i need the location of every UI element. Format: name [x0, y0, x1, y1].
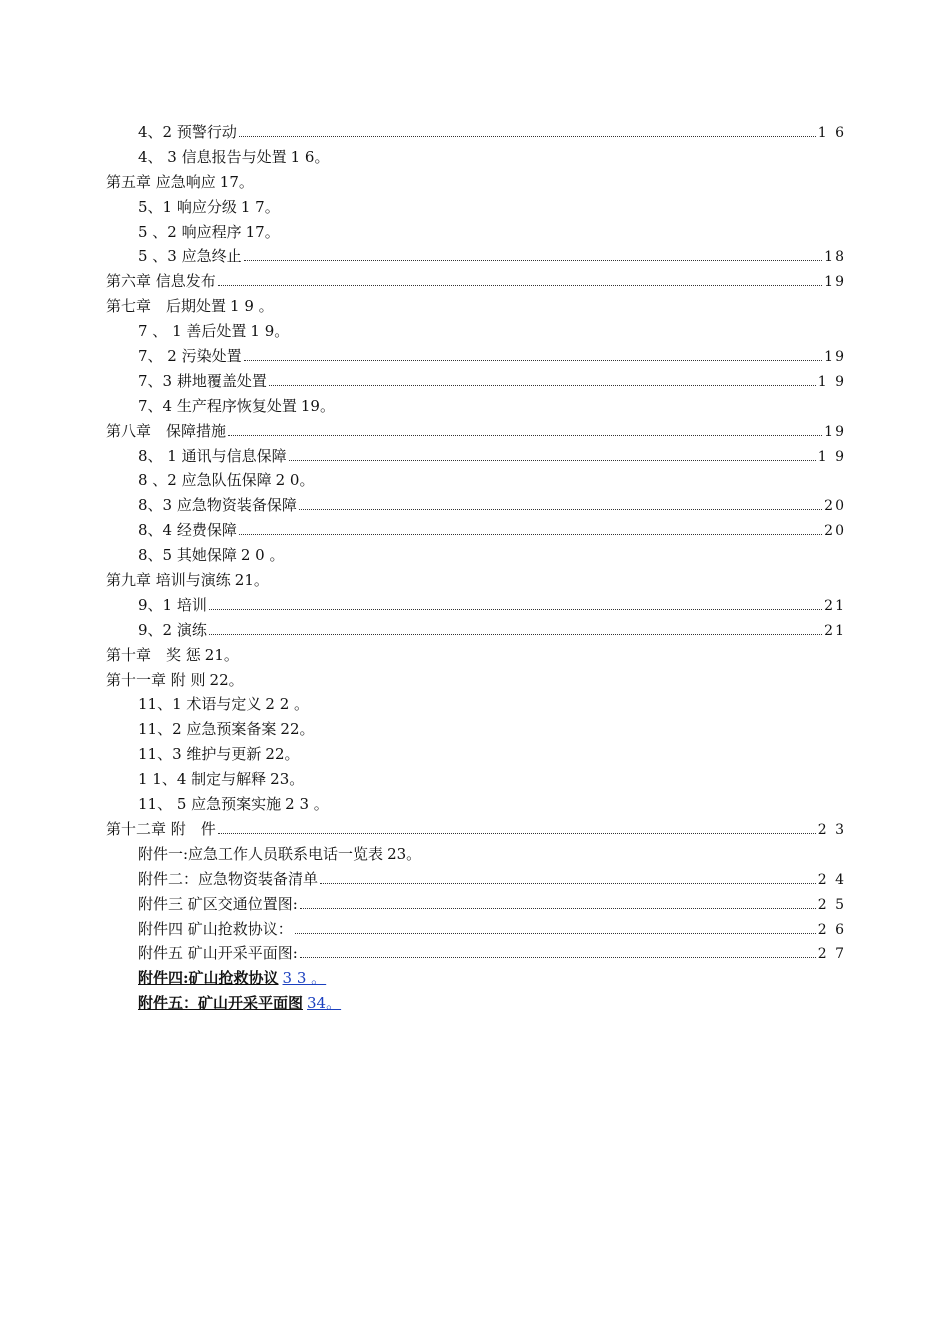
- toc-page-number: 1 9。: [250, 322, 290, 341]
- dot-leader: [244, 359, 823, 361]
- toc-page-number: 19。: [300, 396, 335, 415]
- toc-entry-title: 7、 2 污染处置: [138, 347, 242, 366]
- toc-entry-title: 第十章 奖 惩: [106, 645, 201, 664]
- toc-entry[interactable]: [106, 692, 846, 717]
- toc-page-number: 2 0 。: [240, 546, 285, 565]
- toc-page-number: 2 7: [817, 946, 846, 963]
- dot-leader: [300, 956, 816, 958]
- toc-page-number: 19: [824, 274, 846, 291]
- table-of-contents: [106, 120, 846, 1016]
- toc-page-number: 2 4: [817, 871, 846, 888]
- appendix-link-entry[interactable]: [106, 991, 846, 1016]
- toc-entry[interactable]: [106, 369, 846, 394]
- toc-entry[interactable]: [106, 618, 846, 643]
- toc-entry-title: 4、 3 信息报告与处置: [138, 147, 287, 166]
- dot-leader: [244, 259, 823, 261]
- dot-leader: [320, 882, 816, 884]
- toc-entry-title: 1 1、4 制定与解释: [138, 770, 267, 789]
- toc-entry-title: 11、2 应急预案备案: [138, 720, 277, 739]
- toc-entry-title: 5、1 响应分级: [138, 197, 237, 216]
- toc-entry-title: 附件二：应急物资装备清单: [138, 869, 319, 888]
- toc-entry-title: 8、3 应急物资装备保障: [138, 496, 297, 515]
- toc-page-number: 21。: [234, 571, 269, 590]
- appendix-link-entry[interactable]: [106, 966, 846, 991]
- toc-entry[interactable]: [106, 717, 846, 742]
- toc-entry[interactable]: [106, 419, 846, 444]
- toc-entry-title: 8、5 其她保障: [138, 546, 237, 565]
- dot-leader: [209, 608, 822, 610]
- toc-page-number: 2 3: [817, 821, 846, 838]
- toc-entry-title: 8 、2 应急队伍保障: [138, 471, 272, 490]
- toc-entry-title: 9、2 演练: [138, 620, 207, 639]
- toc-page-number: 19: [824, 349, 846, 366]
- toc-page-number: 23。: [270, 770, 305, 789]
- toc-entry-title: 5 、3 应急终止: [138, 247, 242, 266]
- toc-entry[interactable]: [106, 817, 846, 842]
- toc-page-number: 1 9: [817, 448, 846, 465]
- toc-page-number: 2 6: [817, 921, 846, 938]
- toc-entry-title: 第八章 保障措施: [106, 421, 227, 440]
- toc-entry-title: 5 、2 响应程序: [138, 222, 242, 241]
- dot-leader: [299, 508, 822, 510]
- dot-leader: [269, 384, 816, 386]
- toc-page-number: 1 7。: [240, 197, 280, 216]
- toc-page-number: 18: [824, 249, 846, 266]
- toc-page-number: 1 9 。: [230, 297, 274, 316]
- toc-entry-title: 第十二章 附 件: [106, 819, 216, 838]
- toc-entry[interactable]: [106, 892, 846, 917]
- toc-entry[interactable]: [106, 220, 846, 245]
- toc-entry[interactable]: [106, 767, 846, 792]
- toc-entry-title: 7、4 生产程序恢复处置: [138, 396, 297, 415]
- toc-entry-title: 11、1 术语与定义: [138, 695, 262, 714]
- toc-page-number: 2 3 。: [285, 795, 329, 814]
- toc-entry[interactable]: [106, 941, 846, 966]
- dot-leader: [228, 434, 822, 436]
- appendix-link-title: 附件四:矿山抢救协议: [138, 969, 279, 988]
- toc-entry[interactable]: [106, 294, 846, 319]
- appendix-link-title: 附件五：矿山开采平面图: [138, 994, 304, 1013]
- toc-entry[interactable]: [106, 269, 846, 294]
- toc-entry[interactable]: [106, 444, 846, 469]
- toc-entry[interactable]: [106, 593, 846, 618]
- dot-leader: [209, 633, 822, 635]
- dot-leader: [218, 832, 816, 834]
- toc-entry[interactable]: [106, 543, 846, 568]
- toc-entry[interactable]: [106, 643, 846, 668]
- toc-entry[interactable]: [106, 344, 846, 369]
- toc-page-number: 23。: [387, 844, 422, 863]
- toc-entry-title: 4、2 预警行动: [138, 123, 237, 141]
- toc-entry-title: 7 、 1 善后处置: [138, 322, 247, 341]
- toc-page-number: 21。: [204, 645, 239, 664]
- toc-entry[interactable]: [106, 493, 846, 518]
- toc-page-number: 20: [824, 523, 846, 540]
- toc-entry[interactable]: [106, 319, 846, 344]
- dot-leader: [239, 533, 822, 535]
- toc-entry[interactable]: [106, 668, 846, 693]
- toc-page-number: 2 5: [817, 896, 846, 913]
- page-link[interactable]: 3 3 。: [282, 969, 327, 988]
- toc-entry[interactable]: [106, 842, 846, 867]
- toc-entry[interactable]: [106, 742, 846, 767]
- toc-entry-title: 附件五 矿山开采平面图:: [138, 944, 298, 963]
- toc-entry-title: 7、3 耕地覆盖处置: [138, 371, 267, 390]
- dot-leader: [218, 284, 822, 286]
- page-link[interactable]: 34。: [307, 994, 342, 1013]
- toc-page-number: 21: [824, 597, 846, 614]
- toc-page-number: 22。: [265, 745, 300, 764]
- toc-entry[interactable]: [106, 468, 846, 493]
- toc-entry[interactable]: [106, 145, 846, 170]
- dot-leader: [295, 932, 816, 934]
- toc-page-number: 1 6。: [290, 147, 330, 166]
- dot-leader: [289, 459, 816, 461]
- toc-entry-title: 附件三 矿区交通位置图:: [138, 894, 298, 913]
- dot-leader: [239, 135, 816, 137]
- toc-page-number: 2 0。: [275, 471, 315, 490]
- toc-entry[interactable]: [106, 568, 846, 593]
- toc-entry-title: 11、3 维护与更新: [138, 745, 262, 764]
- toc-entry-title: 第七章 后期处置: [106, 297, 227, 316]
- toc-entry[interactable]: [106, 170, 846, 195]
- toc-entry[interactable]: [106, 195, 846, 220]
- toc-page-number: 1 6: [817, 125, 846, 141]
- toc-page-number: 2 2 。: [265, 695, 310, 714]
- toc-entry-title: 第十一章 附 则: [106, 670, 206, 689]
- toc-entry-title: 8、4 经费保障: [138, 521, 237, 540]
- toc-page-number: 21: [824, 622, 846, 639]
- toc-entry-title: 附件四 矿山抢救协议：: [138, 919, 293, 938]
- dot-leader: [300, 907, 816, 909]
- toc-page-number: 22。: [209, 670, 244, 689]
- toc-page-number: 17。: [219, 172, 254, 191]
- toc-entry-title: 8、 1 通讯与信息保障: [138, 446, 287, 465]
- toc-entry-title: 第六章 信息发布: [106, 272, 216, 291]
- toc-entry-title: 第五章 应急响应: [106, 172, 216, 191]
- toc-page-number: 1 9: [817, 373, 846, 390]
- toc-entry[interactable]: [106, 394, 846, 419]
- toc-entry[interactable]: [106, 867, 846, 892]
- toc-entry[interactable]: [106, 518, 846, 543]
- toc-entry-title: 附件一:应急工作人员联系电话一览表: [138, 844, 384, 863]
- toc-entry-title: 9、1 培训: [138, 595, 207, 614]
- toc-page-number: 19: [824, 423, 846, 440]
- toc-entry[interactable]: [106, 120, 846, 145]
- toc-entry-title: 11、 5 应急预案实施: [138, 795, 282, 814]
- toc-page-number: 20: [824, 498, 846, 515]
- toc-entry[interactable]: [106, 792, 846, 817]
- toc-page-number: 22。: [280, 720, 315, 739]
- toc-entry[interactable]: [106, 244, 846, 269]
- toc-page-number: 17。: [245, 222, 280, 241]
- toc-entry[interactable]: [106, 917, 846, 942]
- toc-entry-title: 第九章 培训与演练: [106, 571, 231, 590]
